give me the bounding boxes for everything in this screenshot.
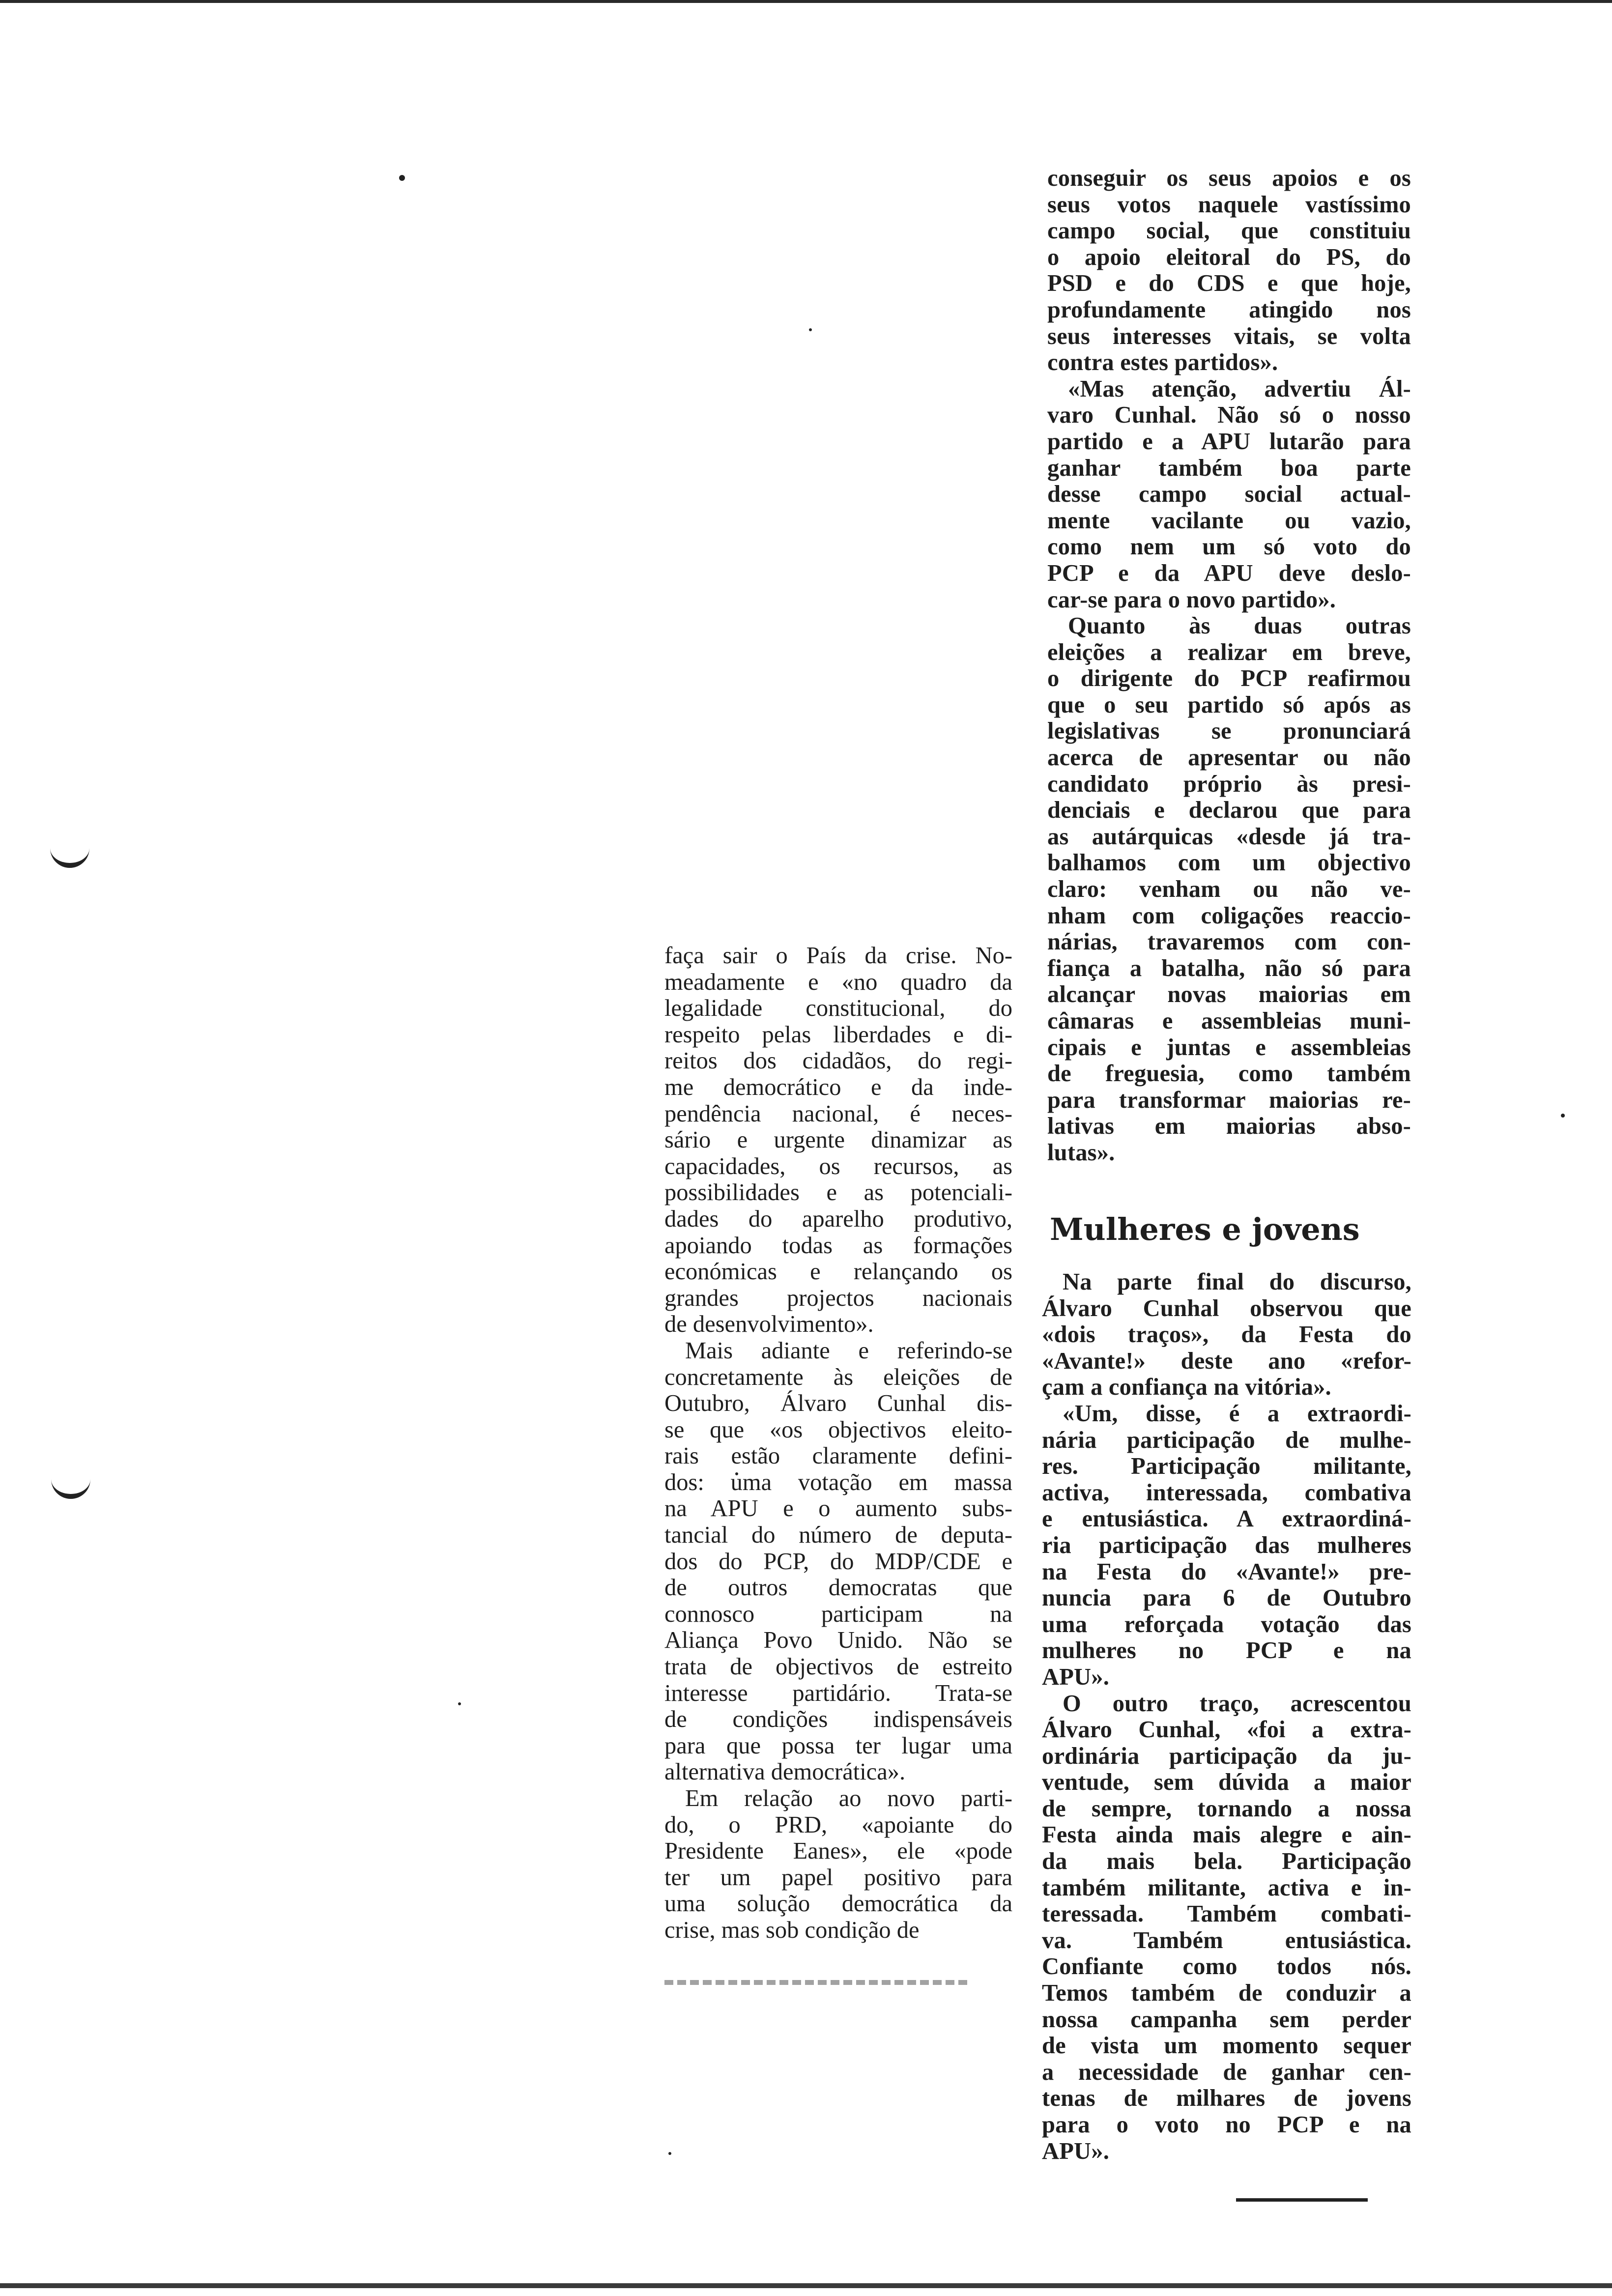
text-line: interesse partidário. Trata-se — [664, 1680, 1012, 1706]
text-line: «dois traços», da Festa do — [1042, 1321, 1411, 1348]
text-line: APU». — [1042, 1664, 1110, 1690]
text-line: Quanto às duas outras — [1068, 613, 1411, 639]
text-line: O outro traço, acrescentou — [1063, 1690, 1411, 1717]
text-line: desse campo social actual- — [1047, 481, 1411, 508]
text-line: na Festa do «Avante!» pre- — [1042, 1558, 1411, 1585]
text-line: Em relação ao novo parti- — [685, 1785, 1012, 1811]
text-line: nária participação de mulhe- — [1042, 1427, 1411, 1453]
text-line: Álvaro Cunhal, «foi a extra- — [1042, 1717, 1411, 1743]
text-line: dades do aparelho produtivo, — [664, 1205, 1012, 1232]
text-line: meadamente e «no quadro da — [664, 969, 1012, 995]
speck — [809, 328, 812, 331]
text-line: se que «os objectivos eleito- — [664, 1416, 1012, 1443]
text-line: mulheres no PCP e na — [1042, 1637, 1411, 1664]
text-line: ventude, sem dúvida a maior — [1042, 1769, 1411, 1796]
text-line: dos do PCP, do MDP/CDE e — [664, 1548, 1012, 1575]
text-line: pendência nacional, é neces- — [664, 1100, 1012, 1127]
text-line: as autárquicas «desde já tra- — [1047, 823, 1411, 850]
article-column-right-bottom — [1042, 1269, 1411, 2164]
text-line: contra estes partidos». — [1047, 349, 1278, 376]
text-line: Temos também de conduzir a — [1042, 1980, 1411, 2007]
text-line: alternativa democrática». — [664, 1759, 906, 1785]
text-line: o dirigente do PCP reafirmou — [1047, 665, 1411, 692]
text-line: activa, interessada, combativa — [1042, 1479, 1411, 1506]
text-line: capacidades, os recursos, as — [664, 1153, 1012, 1179]
text-line: reitos dos cidadãos, do regi- — [664, 1048, 1012, 1074]
text-line: res. Participação militante, — [1042, 1453, 1411, 1480]
text-line: Álvaro Cunhal observou que — [1042, 1295, 1411, 1321]
text-line: para que possa ter lugar uma — [664, 1732, 1012, 1759]
text-line: económicas e relançando os — [664, 1259, 1012, 1285]
speck — [458, 1702, 461, 1705]
text-line: a necessidade de ganhar cen- — [1042, 2059, 1411, 2085]
text-line: seus interesses vitais, se volta — [1047, 323, 1411, 349]
text-line: nárias, travaremos com con- — [1047, 929, 1411, 955]
text-line: legislativas se pronunciará — [1047, 718, 1411, 745]
text-line: ordinária participação da ju- — [1042, 1743, 1411, 1769]
text-line: de desenvolvimento». — [664, 1311, 874, 1338]
text-line: de freguesia, como também — [1047, 1061, 1411, 1087]
text-line: uma solução democrática da — [664, 1891, 1012, 1917]
text-line: rais estão claramente defini- — [664, 1443, 1012, 1469]
text-line: de outros democratas que — [664, 1575, 1012, 1601]
text-line: denciais e declarou que para — [1047, 797, 1411, 824]
text-line: candidato próprio às presi- — [1047, 771, 1411, 797]
text-line: faça sair o País da crise. No- — [664, 943, 1012, 969]
text-line: de condições indispensáveis — [664, 1706, 1012, 1733]
text-line: Outubro, Álvaro Cunhal dis- — [664, 1390, 1012, 1417]
text-line: sário e urgente dinamizar as — [664, 1127, 1012, 1153]
text-line: tancial do número de deputa- — [664, 1522, 1012, 1549]
punch-hole-mark — [50, 838, 89, 868]
smudge-rule — [664, 1980, 969, 1985]
text-line: alcançar novas maiorias em — [1047, 981, 1411, 1008]
text-line: balhamos com um objectivo — [1047, 850, 1411, 876]
text-line: fiança a batalha, não só para — [1047, 955, 1411, 981]
text-line: como nem um só voto do — [1047, 534, 1411, 560]
bottom-rule — [0, 2283, 1612, 2288]
text-line: lutas». — [1047, 1139, 1115, 1166]
text-line: car-se para o novo partido». — [1047, 586, 1336, 613]
text-line: conseguir os seus apoios e os — [1047, 165, 1411, 191]
text-line: Presidente Eanes», ele «pode — [664, 1838, 1012, 1865]
text-line: ria participação das mulheres — [1042, 1532, 1411, 1558]
text-line: Na parte final do discurso, — [1063, 1269, 1411, 1295]
text-line: para o voto no PCP e na — [1042, 2112, 1411, 2138]
text-line: crise, mas sob condição de — [664, 1917, 920, 1943]
text-line: «Um, disse, é a extraordi- — [1063, 1400, 1411, 1427]
text-line: cipais e juntas e assembleias — [1047, 1034, 1411, 1061]
text-line: «Mas atenção, advertiu Ál- — [1068, 375, 1411, 402]
text-line: que o seu partido só após as — [1047, 691, 1411, 718]
speck — [1561, 1114, 1565, 1118]
text-line: nossa campanha sem perder — [1042, 2006, 1411, 2033]
text-line: câmaras e assembleias muni- — [1047, 1008, 1411, 1034]
punch-hole-mark — [51, 1469, 90, 1499]
text-line: concretamente às eleições de — [664, 1364, 1012, 1390]
text-line: Mais adiante e referindo-se — [685, 1337, 1012, 1364]
text-line: também militante, activa e in- — [1042, 1874, 1411, 1901]
text-line: PCP e da APU deve deslo- — [1047, 560, 1411, 586]
text-line: me democrático e da inde- — [664, 1074, 1012, 1100]
text-line: varo Cunhal. Não só o nosso — [1047, 402, 1411, 429]
article-column-left — [664, 943, 1012, 1944]
speck — [668, 2152, 671, 2155]
text-line: nuncia para 6 de Outubro — [1042, 1585, 1411, 1611]
text-line: tenas de milhares de jovens — [1042, 2085, 1411, 2112]
top-rule — [0, 0, 1612, 3]
text-line: apoiando todas as formações — [664, 1232, 1012, 1259]
text-line: trata de objectivos de estreito — [664, 1654, 1012, 1680]
text-line: uma reforçada votação das — [1042, 1611, 1411, 1637]
text-line: do, o PRD, «apoiante do — [664, 1811, 1012, 1838]
text-line: APU». — [1042, 2138, 1110, 2164]
text-line: eleições a realizar em breve, — [1047, 639, 1411, 665]
text-line: ter um papel positivo para — [664, 1864, 1012, 1891]
text-line: campo social, que constituiu — [1047, 218, 1411, 244]
text-line: çam a confiança na vitória». — [1042, 1374, 1331, 1401]
end-of-article-rule — [1236, 2198, 1368, 2202]
text-line: va. Também entusiástica. — [1042, 1927, 1411, 1953]
text-line: o apoio eleitoral do PS, do — [1047, 244, 1411, 270]
text-line: «Avante!» deste ano «refor- — [1042, 1348, 1411, 1374]
text-line: teressada. Também combati- — [1042, 1901, 1411, 1927]
text-line: lativas em maiorias abso- — [1047, 1113, 1411, 1140]
text-line: profundamente atingido nos — [1047, 296, 1411, 323]
section-heading: Mulheres e jovens — [1050, 1211, 1360, 1247]
text-line: Confiante como todos nós. — [1042, 1953, 1411, 1980]
text-line: na APU e o aumento subs- — [664, 1495, 1012, 1522]
text-line: claro: venham ou não ve- — [1047, 876, 1411, 903]
text-line: mente vacilante ou vazio, — [1047, 507, 1411, 534]
text-line: de sempre, tornando a nossa — [1042, 1795, 1411, 1822]
text-line: de vista um momento sequer — [1042, 2033, 1411, 2059]
text-line: respeito pelas liberdades e di- — [664, 1021, 1012, 1048]
text-line: acerca de apresentar ou não — [1047, 745, 1411, 771]
text-line: PSD e do CDS e que hoje, — [1047, 270, 1411, 297]
text-line: partido e a APU lutarão para — [1047, 428, 1411, 455]
text-line: dos: uma votação em massa — [664, 1469, 1012, 1495]
text-line: da mais bela. Participação — [1042, 1848, 1411, 1875]
text-line: possibilidades e as potenciali- — [664, 1179, 1012, 1206]
text-line: ganhar também boa parte — [1047, 455, 1411, 481]
text-line: seus votos naquele vastíssimo — [1047, 191, 1411, 218]
text-line: nham com coligações reaccio- — [1047, 902, 1411, 929]
text-line: grandes projectos nacionais — [664, 1285, 1012, 1311]
article-column-right-top — [1047, 165, 1411, 1166]
text-line: para transformar maiorias re- — [1047, 1087, 1411, 1113]
text-line: Festa ainda mais alegre e ain- — [1042, 1822, 1411, 1848]
text-line: connosco participam na — [664, 1601, 1012, 1627]
text-line: e entusiástica. A extraordiná- — [1042, 1506, 1411, 1532]
text-line: Aliança Povo Unido. Não se — [664, 1627, 1012, 1654]
speck — [399, 175, 405, 181]
text-line: legalidade constitucional, do — [664, 995, 1012, 1022]
